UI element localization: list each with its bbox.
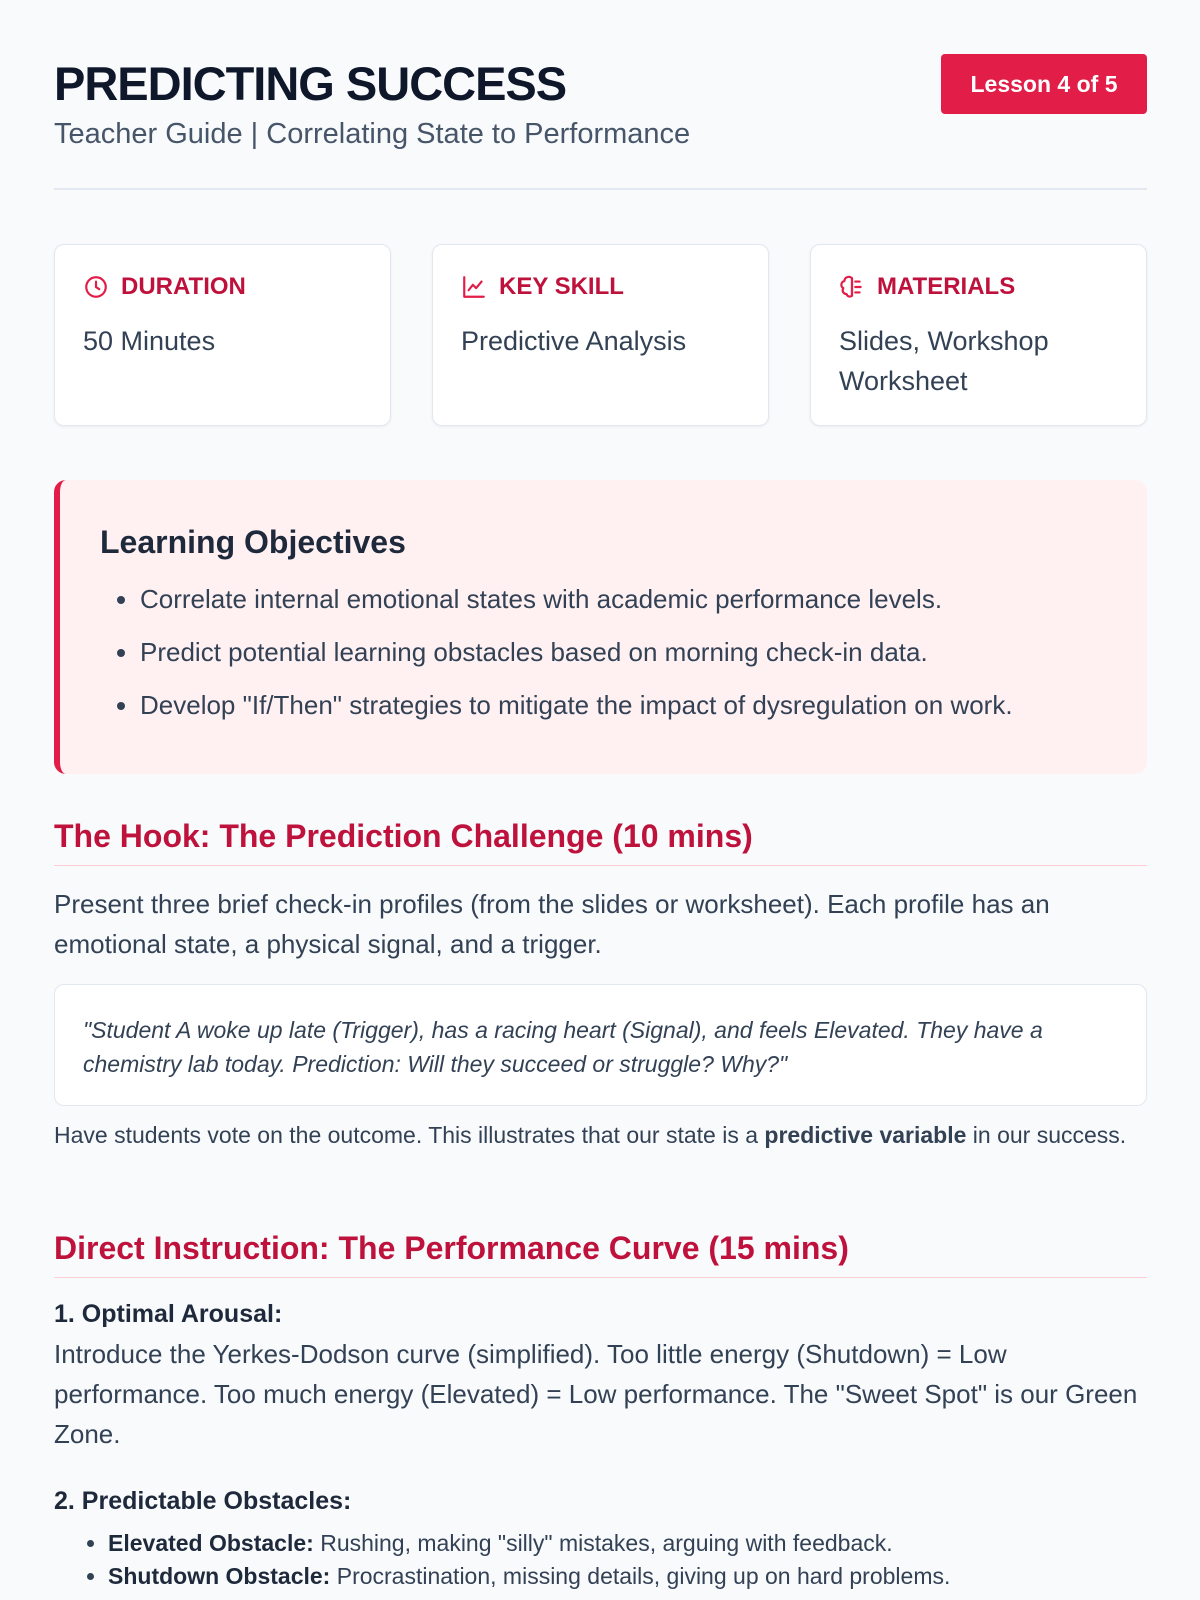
materials-card (810, 244, 1147, 426)
hook-intro: Present three brief check-in profiles (from the slides or worksheet). Each profile has an emotional state, a physical signal, and a trigger. (54, 889, 1050, 959)
page-header (54, 0, 1147, 190)
lesson-page (54, 0, 1147, 1589)
obstacle-text: Rushing, making "silly" mistakes, arguing with feedback. (313, 1530, 893, 1556)
objective-item: • Develop "If/Then" strategies to mitigate the impact of dysregulation on work. (140, 689, 1107, 721)
hook-note-text-end: in our success. (966, 1122, 1127, 1148)
clock-icon (83, 274, 109, 300)
materials-label: MATERIALS (877, 273, 1016, 300)
instruction-section-title: Direct Instruction: The Performance Curve (15 mins) (54, 1230, 1147, 1278)
brain-icon (839, 274, 865, 300)
key-skill-value: Predictive Analysis (461, 326, 687, 356)
duration-value: 50 Minutes (83, 326, 216, 356)
optimal-arousal-heading: 1. Optimal Arousal: (54, 1300, 283, 1328)
materials-value: Slides, Workshop Worksheet (839, 326, 1049, 396)
duration-label: DURATION (121, 273, 246, 300)
hook-note-text: Have students vote on the outcome. This illustrates that our state is a (54, 1122, 765, 1148)
objectives-list (100, 583, 1107, 721)
learning-objectives (54, 480, 1147, 774)
key-skill-card (432, 244, 769, 426)
hook-note (54, 1118, 1147, 1152)
objective-item: • Predict potential learning obstacles based on morning check-in data. (140, 636, 1107, 668)
key-skill-label: KEY SKILL (499, 273, 624, 300)
objective-item: • Correlate internal emotional states with academic performance levels. (140, 583, 1107, 615)
line-chart-icon (461, 274, 487, 300)
list-item (108, 1560, 1147, 1593)
hook-note-emphasis: predictive variable (764, 1122, 967, 1148)
optimal-arousal-text: Introduce the Yerkes-Dodson curve (simplified). Too little energy (Shutdown) = Low performance. Too much energy (Elevated) = Low performance. The "Sweet Spot" is our Green Zone. (54, 1339, 1138, 1449)
info-cards (54, 244, 1147, 426)
predictable-obstacles-heading: 2. Predictable Obstacles: (54, 1487, 352, 1515)
obstacle-text: Procrastination, missing details, giving up on hard problems. (330, 1563, 951, 1589)
hook-quote: "Student A woke up late (Trigger), has a racing heart (Signal), and feels Elevated. They have a chemistry lab today. Prediction: Will they succeed or struggle? Why?" (54, 984, 1147, 1106)
objectives-title: Learning Objectives (100, 524, 406, 560)
obstacle-label: Elevated Obstacle: (108, 1530, 314, 1556)
obstacle-label: Shutdown Obstacle: (108, 1563, 331, 1589)
list-item (108, 1527, 1147, 1560)
duration-card (54, 244, 391, 426)
page-title: PREDICTING SUCCESS (54, 57, 567, 110)
obstacles-list (54, 1527, 1147, 1593)
hook-section-title: The Hook: The Prediction Challenge (10 mins) (54, 818, 1147, 866)
page-subtitle: Teacher Guide | Correlating State to Performance (54, 118, 691, 150)
lesson-badge: Lesson 4 of 5 (941, 54, 1147, 114)
